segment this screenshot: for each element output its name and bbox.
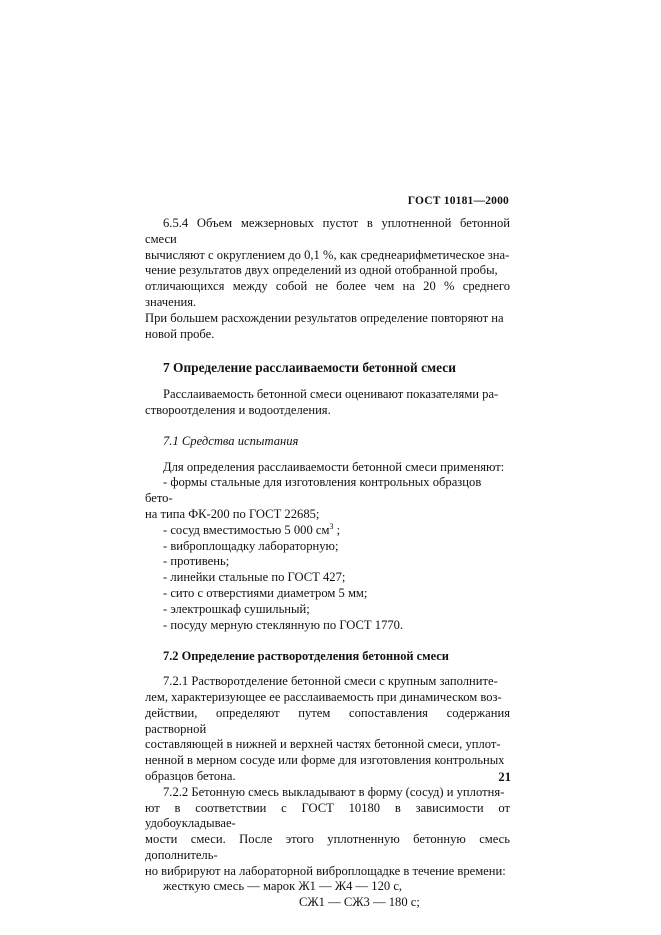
text-line: новой пробе. (145, 326, 215, 341)
text-line: но вибрируют на лабораторной виброплощадке в течение времени: (145, 863, 506, 878)
text-line: лем, характеризующее ее расслаиваемость при динамическом воз- (145, 689, 502, 704)
vibration-time-line: СЖ1 — СЖ3 — 180 с; (299, 895, 420, 910)
list-item: - посуду мерную стеклянную по ГОСТ 1770. (163, 617, 404, 632)
section-7-1-heading: 7.1 Средства испытания (163, 433, 299, 448)
page-number: 21 (498, 770, 511, 784)
text-line: При большем расхождении результатов определение повторяют на (145, 310, 504, 325)
paragraph-7-2-2 (145, 785, 510, 911)
text-line: образцов бетона. (145, 768, 236, 783)
list-item: - противень; (163, 554, 230, 569)
text-line: составляющей в нижней и верхней частях бетонной смеси, уплот- (145, 737, 501, 752)
text-line: Для определения расслаиваемости бетонной смеси применяют: (163, 459, 505, 474)
list-item: - виброплощадку лабораторную; (163, 538, 339, 553)
list-item: - линейки стальные по ГОСТ 427; (163, 570, 346, 585)
text-line: створоотделения и водоотделения. (145, 402, 331, 417)
section-7-2-heading: 7.2 Определение растворотделения бетонной смеси (163, 649, 449, 664)
text-line: 7.2.1 Растворотделение бетонной смеси с крупным заполните- (163, 674, 498, 689)
text-line: вычисляют с округлением до 0,1 %, как среднеарифметическое зна- (145, 247, 510, 262)
text-line: чение результатов двух определений из одной отобранной пробы, (145, 263, 498, 278)
equipment-list (145, 460, 510, 634)
section-7-heading: 7 Определение расслаиваемости бетонной смеси (163, 360, 456, 376)
text-line: мости смеси. После этого уплотненную бетонную смесь дополнитель- (145, 832, 510, 862)
paragraph-7-2-1 (145, 674, 510, 785)
text-line: 6.5.4 Объем межзерновых пустот в уплотненной бетонной смеси (145, 216, 510, 246)
list-item (145, 523, 510, 539)
text-line: ют в соответствии с ГОСТ 10180 в зависимости от удобоукладывае- (145, 800, 510, 831)
section-7-intro (145, 387, 510, 419)
list-item: - электрошкаф сушильный; (163, 601, 310, 616)
list-item-tail: ; (333, 522, 341, 537)
text-line: действии, определяют путем сопоставления содержания растворной (145, 705, 510, 736)
paragraph-6-5-4 (145, 216, 510, 342)
page-content (145, 216, 510, 911)
text-line: ненной в мерном сосуде или форме для изготовления контрольных (145, 753, 505, 768)
list-item-text: - сосуд вместимостью 5 000 см (163, 522, 330, 537)
superscript: 3 (329, 521, 334, 531)
list-item: - формы стальные для изготовления контрольных образцов бето- (145, 475, 482, 506)
standard-code-header: ГОСТ 10181—2000 (407, 195, 509, 207)
list-item-continuation: на типа ФК-200 по ГОСТ 22685; (145, 506, 320, 521)
vibration-time-line: жесткую смесь — марок Ж1 — Ж4 — 120 с, (163, 879, 403, 894)
list-item: - сито с отверстиями диаметром 5 мм; (163, 585, 368, 600)
text-line: 7.2.2 Бетонную смесь выкладывают в форму (сосуд) и уплотня- (163, 784, 505, 799)
text-line: отличающихся между собой не более чем на 20 % среднего значения. (145, 279, 510, 309)
text-line: Расслаиваемость бетонной смеси оценивают показателями ра- (163, 387, 499, 402)
